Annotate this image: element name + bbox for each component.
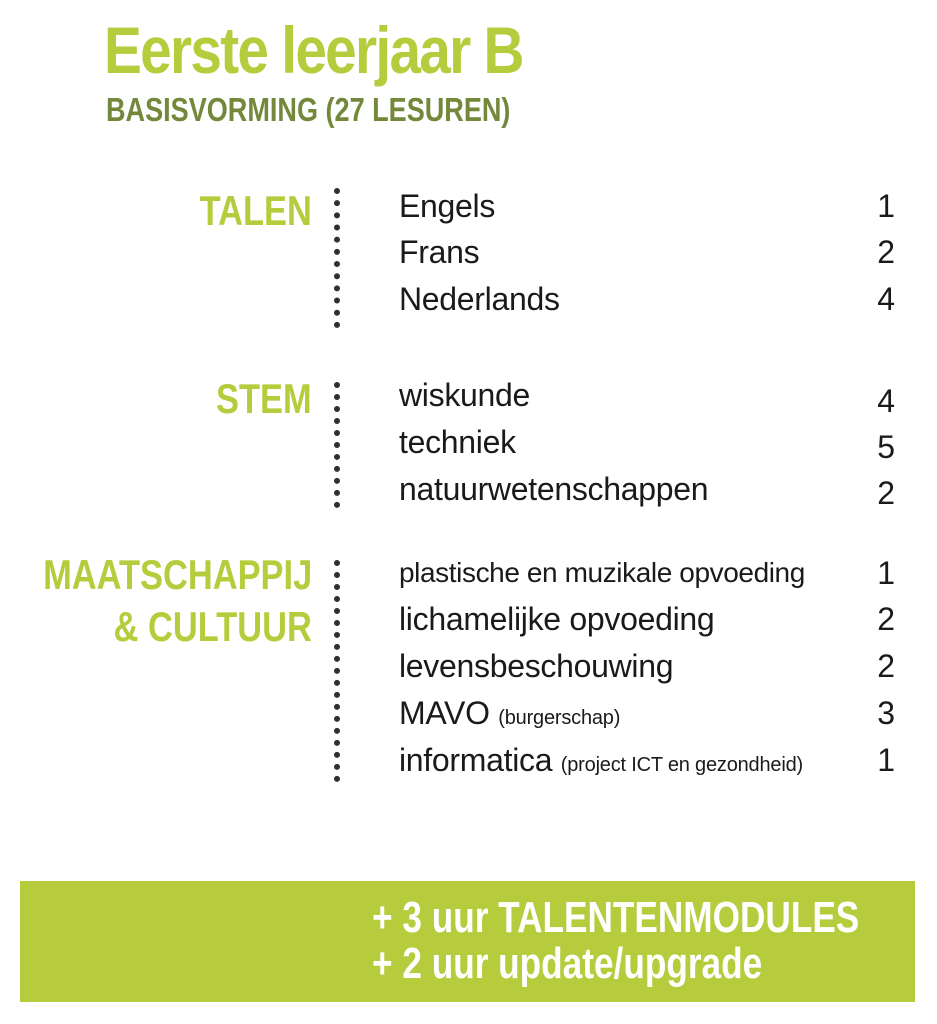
- subject-hours: 5: [877, 429, 895, 465]
- subject-row: [0, 596, 937, 642]
- subject-row: [0, 550, 937, 596]
- subject-name: [399, 690, 620, 741]
- subject-name: natuurwetenschappen: [399, 471, 709, 507]
- category-label: & CULTUUR: [113, 603, 312, 650]
- banner-line-update-upgrade: + 2 uur update/upgrade: [372, 939, 763, 988]
- subject-name: levensbeschouwing: [399, 648, 674, 684]
- category-label: MAATSCHAPPIJ: [42, 551, 312, 598]
- subject-row: [0, 690, 937, 736]
- subject-hours: 4: [877, 281, 895, 317]
- subject-row: [0, 276, 937, 322]
- subject-name: Nederlands: [399, 281, 560, 317]
- subject-name: Engels: [399, 188, 496, 224]
- subject-row: [0, 183, 937, 229]
- page-title: Eerste leerjaar B: [104, 13, 523, 87]
- subject-hours: 3: [877, 695, 895, 731]
- subject-hours: 1: [877, 555, 895, 591]
- subject-hours: 2: [877, 475, 895, 511]
- page-subtitle: BASISVORMING (27 LESUREN): [106, 91, 511, 128]
- subject-name: lichamelijke opvoeding: [399, 601, 715, 637]
- category-label: TALEN: [199, 187, 312, 234]
- subject-row: [0, 419, 937, 465]
- subject-name: Frans: [399, 234, 480, 270]
- extra-hours-banner: [20, 881, 915, 1002]
- category-label: STEM: [216, 375, 312, 422]
- subject-row: [0, 372, 937, 418]
- subject-name-main: informatica: [399, 742, 553, 778]
- banner-line-talentenmodules: + 3 uur TALENTENMODULES: [372, 893, 860, 942]
- subject-hours: 2: [877, 648, 895, 684]
- subject-row: [0, 737, 937, 783]
- subject-hours: 1: [877, 188, 895, 224]
- subject-name: plastische en muzikale opvoeding: [399, 557, 805, 588]
- subject-row: [0, 643, 937, 689]
- subject-hours: 4: [877, 383, 895, 419]
- subject-name: [399, 737, 803, 788]
- subject-name: wiskunde: [399, 377, 531, 413]
- subject-hours: 2: [877, 601, 895, 637]
- subject-hours: 1: [877, 742, 895, 778]
- subject-note: (burgerschap): [498, 707, 621, 729]
- subject-name-main: MAVO: [399, 695, 490, 731]
- subject-row: [0, 466, 937, 512]
- subject-note: (project ICT en gezondheid): [560, 754, 803, 776]
- subject-hours: 2: [877, 234, 895, 270]
- subject-name: techniek: [399, 424, 516, 460]
- subject-row: [0, 229, 937, 275]
